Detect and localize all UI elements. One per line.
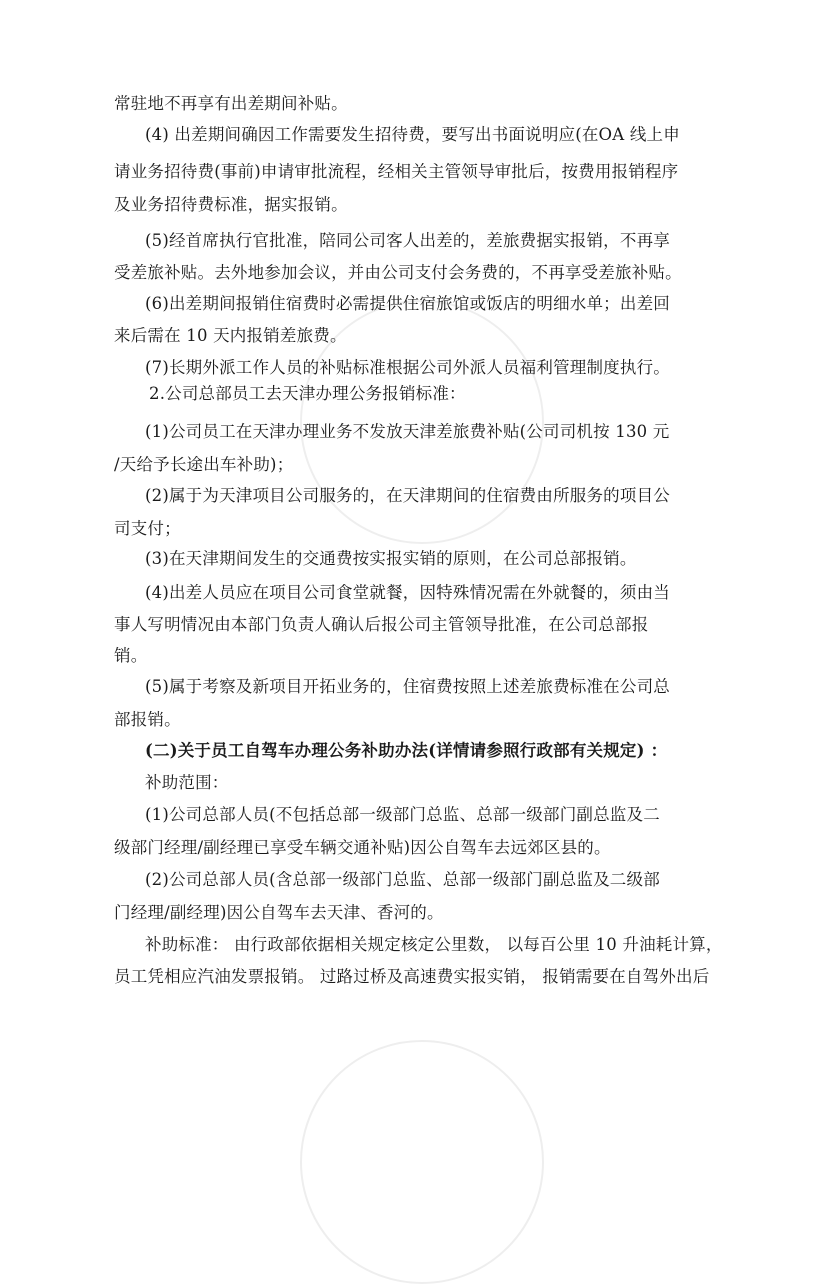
text-line: 员工凭相应汽油发票报销。 过路过桥及高速费实报实销， 报销需要在自驾外出后 [114, 967, 710, 986]
text-line: 补助范围： [145, 773, 229, 792]
text-line: /天给予长途出车补助)； [114, 455, 294, 474]
section-heading: (二)关于员工自驾车办理公务补助办法(详情请参照行政部有关规定) ： [145, 741, 668, 760]
text-line: 级部门经理/副经理已享受车辆交通补贴)因公自驾车去远郊区县的。 [114, 838, 611, 857]
text-line: (1)公司总部人员(不包括总部一级部门总监、总部一级部门副总监及二 [145, 805, 660, 824]
text-line: 来后需在 10 天内报销差旅费。 [114, 326, 347, 345]
text-line: (6)出差期间报销住宿费时必需提供住宿旅馆或饭店的明细水单；出差回 [145, 294, 670, 313]
text-line: (7)长期外派工作人员的补贴标准根据公司外派人员福利管理制度执行。 [145, 358, 670, 377]
text-line: 受差旅补贴。去外地参加会议，并由公司支付会务费的，不再享受差旅补贴。 [114, 263, 682, 282]
text-line: (1)公司员工在天津办理业务不发放天津差旅费补贴(公司司机按 130 元 [145, 422, 670, 441]
text-line: 销。 [114, 646, 148, 665]
text-line: 请业务招待费(事前)申请审批流程，经相关主管领导审批后，按费用报销程序 [114, 162, 679, 181]
text-line: (2)公司总部人员(含总部一级部门总监、总部一级部门副总监及二级部 [145, 870, 660, 889]
text-line: (5)经首席执行官批准，陪同公司客人出差的，差旅费据实报销，不再享 [145, 231, 670, 250]
text-line: (4)出差人员应在项目公司食堂就餐，因特殊情况需在外就餐的，须由当 [145, 583, 670, 602]
text-line: 常驻地不再享有出差期间补贴。 [114, 94, 348, 113]
text-line: 补助标准： 由行政部依据相关规定核定公里数， 以每百公里 10 升油耗计算， [145, 935, 723, 954]
text-line: (2)属于为天津项目公司服务的，在天津期间的住宿费由所服务的项目公 [145, 486, 670, 505]
watermark-seal [300, 1040, 544, 1284]
text-line: (5)属于考察及新项目开拓业务的，住宿费按照上述差旅费标准在公司总 [145, 677, 670, 696]
text-line: 事人写明情况由本部门负责人确认后报公司主管领导批准，在公司总部报 [114, 615, 649, 634]
text-line: 门经理/副经理)因公自驾车去天津、香河的。 [114, 903, 444, 922]
text-line: 司支付； [114, 519, 181, 538]
text-line: 部报销。 [114, 710, 181, 729]
text-line: 2.公司总部员工去天津办理公务报销标准： [149, 384, 466, 403]
text-line: (4) 出差期间确因工作需要发生招待费，要写出书面说明应(在OA 线上申 [145, 125, 680, 144]
text-line: 及业务招待费标准，据实报销。 [114, 195, 348, 214]
text-line: (3)在天津期间发生的交通费按实报实销的原则，在公司总部报销。 [145, 549, 637, 568]
